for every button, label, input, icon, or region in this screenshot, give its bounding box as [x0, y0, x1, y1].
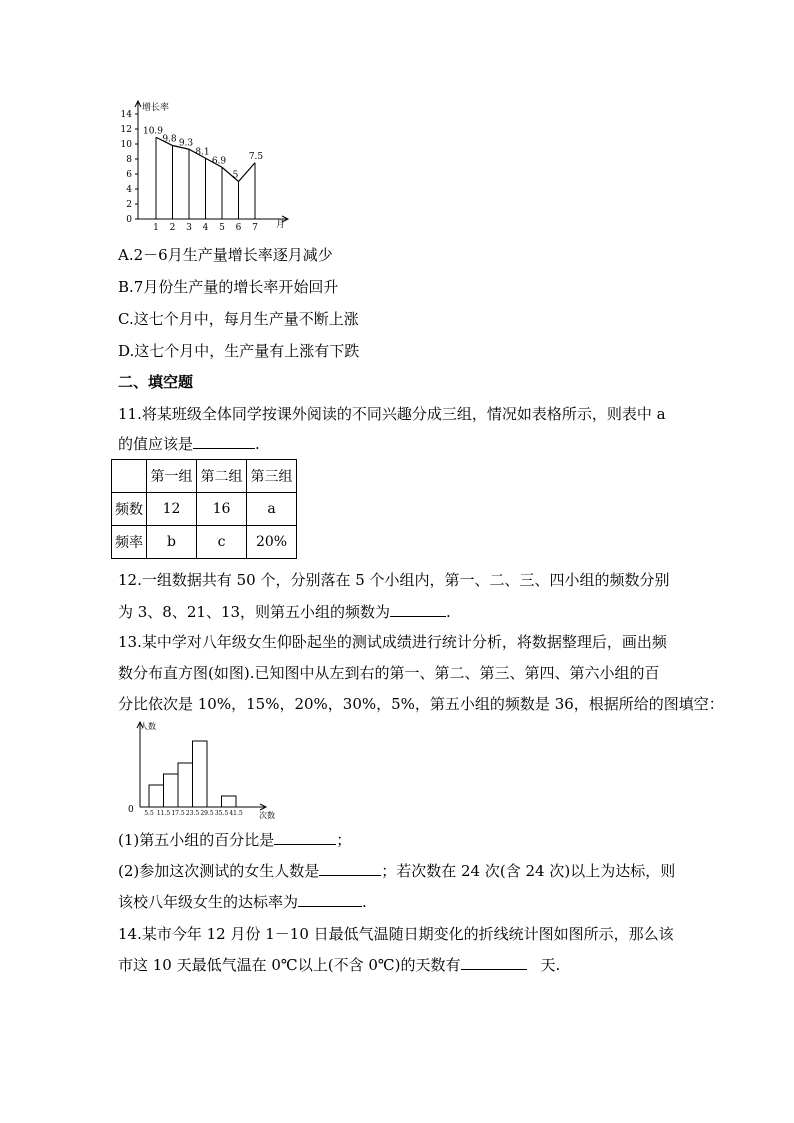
chart1-value-label: 9.8 — [162, 134, 177, 145]
chart1-x-tick-label: 5 — [219, 223, 225, 233]
q12-period: . — [446, 603, 451, 621]
chart1-x-tick-label: 1 — [153, 223, 159, 233]
chart2-bar — [222, 796, 237, 807]
q13-part1-blank[interactable] — [274, 830, 336, 845]
chart1-value-label: 7.5 — [248, 151, 264, 162]
chart1-value-label: 10.9 — [142, 126, 164, 137]
q13-part3-end: . — [362, 893, 367, 911]
chart2-bar — [149, 785, 164, 807]
option-b: B.7月份生产量的增长率开始回升 — [118, 278, 339, 296]
chart1-value-label: 9.3 — [178, 138, 194, 149]
chart1-y-tick-label: 8 — [126, 155, 132, 165]
table-row — [112, 493, 297, 526]
chart2-x-tick-label: 41.5 — [229, 810, 243, 817]
table-row-label: 频率 — [112, 526, 147, 559]
chart1-x-axis-label: 月 — [276, 220, 286, 230]
q13-line3: 分比依次是 10%，15%，20%，30%，5%，第五小组的频数是 36，根据所给的图填空： — [118, 695, 724, 713]
table-row-label: 频数 — [112, 493, 147, 526]
q14-answer-blank[interactable] — [461, 955, 527, 970]
chart1-y-ticks — [121, 110, 138, 225]
q13-part1-text: (1)第五小组的百分比是 — [118, 831, 275, 849]
option-d: D.这七个月中，生产量有上涨有下跌 — [118, 342, 360, 360]
q13-part2-blank[interactable] — [319, 861, 381, 876]
chart2-bar — [178, 763, 193, 807]
frequency-histogram — [126, 717, 286, 825]
chart1-x-tick-label: 7 — [252, 223, 258, 233]
chart1-x-ticks — [153, 223, 258, 233]
table-cell: a — [247, 493, 297, 526]
table-header-row — [112, 460, 297, 493]
table-header-cell: 第一组 — [147, 460, 197, 493]
q13-part2-text: (2)参加这次测试的女生人数是 — [118, 862, 320, 880]
q12-line2 — [118, 602, 451, 622]
chart1-value-labels — [143, 126, 263, 180]
chart1-y-tick-label: 4 — [126, 185, 132, 195]
chart1-y-tick-label: 2 — [126, 200, 132, 210]
q14-text: 市这 10 天最低气温在 0℃以上(不含 0℃)的天数有 — [118, 956, 461, 974]
q11-text: 的值应该是 — [118, 435, 194, 453]
chart1-y-tick-label: 0 — [126, 215, 132, 225]
table-header-cell: 第二组 — [197, 460, 247, 493]
q11-line2 — [118, 434, 260, 454]
chart1-y-axis-label: 增长率 — [142, 103, 170, 113]
table-cell: c — [197, 526, 247, 559]
q12-answer-blank[interactable] — [390, 602, 446, 617]
q13-line2: 数分布直方图(如图).已知图中从左到右的第一、第二、第三、第四、第六小组的百 — [118, 664, 660, 682]
chart1-value-label: 6.9 — [211, 156, 227, 167]
chart2-x-tick-label: 11.5 — [156, 810, 171, 817]
q11-line1: 11.将某班级全体同学按课外阅读的不同兴趣分成三组，情况如表格所示，则表中 a — [118, 405, 666, 423]
option-a: A.2－6月生产量增长率逐月减少 — [118, 246, 333, 264]
option-c: C.这七个月中，每月生产量不断上涨 — [118, 310, 359, 328]
chart2-x-ticks — [144, 810, 243, 817]
q12-line1: 12.一组数据共有 50 个，分别落在 5 个小组内，第一、二、三、四小组的频数分别 — [118, 571, 670, 589]
table-header-cell: 第三组 — [247, 460, 297, 493]
chart1-y-tick-label: 12 — [120, 125, 132, 135]
q13-line1: 13.某中学对八年级女生仰卧起坐的测试成绩进行统计分析，将数据整理后，画出频 — [118, 633, 667, 651]
chart2-y-axis-label: 人数 — [140, 722, 156, 731]
chart2-x-tick-label: 5.5 — [144, 810, 154, 817]
q12-text: 为 3、8、21、13，则第五小组的频数为 — [118, 603, 391, 621]
chart1-value-label: 8.1 — [195, 147, 210, 158]
chart1-y-tick-label: 10 — [120, 140, 132, 150]
chart2-bar — [164, 774, 179, 807]
q13-part3-text: 该校八年级女生的达标率为 — [118, 893, 299, 911]
growth-rate-line-chart — [112, 96, 302, 236]
frequency-table — [111, 459, 297, 559]
chart2-x-axis-label: 次数 — [259, 811, 275, 820]
q14-unit: 天. — [540, 956, 561, 974]
q13-part1 — [118, 830, 351, 850]
table-cell: 16 — [197, 493, 247, 526]
chart2-x-tick-label: 17.5 — [171, 810, 185, 817]
chart1-x-tick-label: 2 — [169, 223, 176, 233]
chart1-x-tick-label: 4 — [202, 223, 209, 233]
section-title: 二、填空题 — [118, 373, 194, 391]
table-corner-cell — [112, 460, 147, 493]
q11-period: . — [255, 435, 260, 453]
q13-part3 — [118, 892, 367, 912]
chart1-x-tick-label: 6 — [235, 223, 242, 233]
q13-part3-blank[interactable] — [298, 892, 362, 907]
chart2-origin-label: 0 — [128, 805, 134, 815]
q11-answer-blank[interactable] — [193, 434, 255, 449]
table-row — [112, 526, 297, 559]
table-cell: 20% — [247, 526, 297, 559]
chart2-x-tick-label: 35.5 — [214, 810, 229, 817]
chart1-value-label: 5 — [232, 170, 239, 181]
chart1-y-tick-label: 6 — [126, 170, 132, 180]
chart1-y-tick-label: 14 — [120, 110, 132, 120]
table-cell: b — [147, 526, 197, 559]
q13-part1-end: ； — [336, 831, 352, 849]
q14-line2 — [118, 955, 560, 975]
chart1-x-tick-label: 3 — [186, 223, 192, 233]
table-cell: 12 — [147, 493, 197, 526]
chart2-bar — [193, 741, 208, 807]
q13-part2 — [118, 861, 675, 881]
chart2-x-tick-label: 29.5 — [200, 810, 214, 817]
q13-part2-rest: ；若次数在 24 次(含 24 次)以上为达标，则 — [381, 862, 676, 880]
chart2-x-tick-label: 23.5 — [185, 810, 200, 817]
q14-line1: 14.某市今年 12 月份 1－10 日最低气温随日期变化的折线统计图如图所示，那么该 — [118, 925, 674, 943]
chart2-bars — [149, 741, 236, 807]
